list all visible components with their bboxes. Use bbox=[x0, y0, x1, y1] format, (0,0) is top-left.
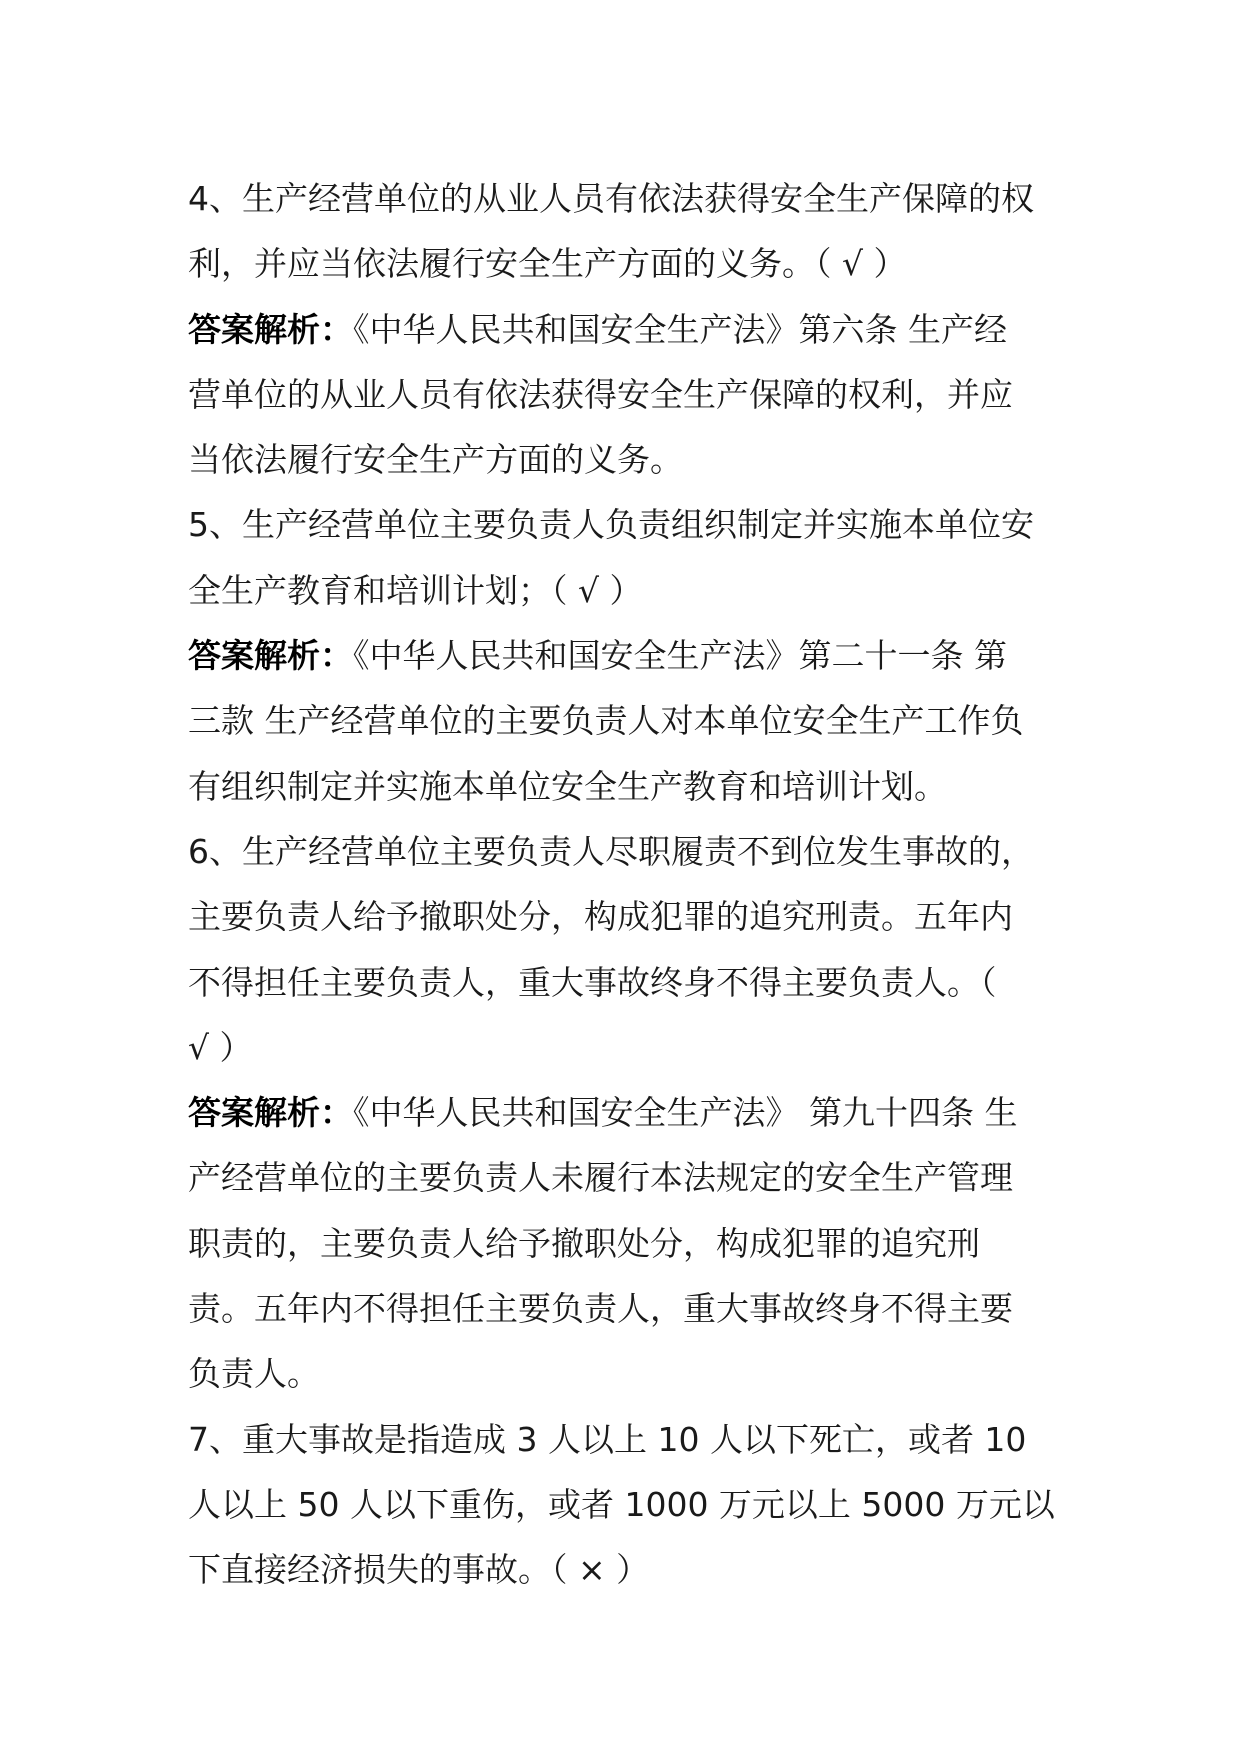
analysis-5-text-1: 《中华人民共和国安全生产法》第二十一条 第 bbox=[353, 636, 1007, 676]
analysis-4-line-1 bbox=[188, 297, 1058, 362]
analysis-6-line-4: 责。五年内不得担任主要负责人，重大事故终身不得主要 bbox=[188, 1289, 1013, 1329]
question-7 bbox=[188, 1407, 1058, 1603]
analysis-6-line-2: 产经营单位的主要负责人未履行本法规定的安全生产管理 bbox=[188, 1158, 1013, 1198]
answer-label: 答案解析： bbox=[188, 309, 353, 349]
question-6-line-3: 不得担任主要负责人，重大事故终身不得主要负责人。（ bbox=[188, 962, 997, 1002]
question-4-line-2: 利，并应当依法履行安全生产方面的义务。（ √ ） bbox=[188, 244, 907, 284]
analysis-4 bbox=[188, 297, 1058, 493]
analysis-5 bbox=[188, 623, 1058, 819]
analysis-6-line-5: 负责人。 bbox=[188, 1354, 320, 1394]
analysis-4-text-1: 《中华人民共和国安全生产法》第六条 生产经 bbox=[353, 309, 1007, 349]
question-4-line-1: 4、生产经营单位的从业人员有依法获得安全生产保障的权 bbox=[188, 179, 1034, 218]
analysis-6-line-3: 职责的，主要负责人给予撤职处分，构成犯罪的追究刑 bbox=[188, 1223, 980, 1263]
analysis-5-line-1 bbox=[188, 623, 1058, 688]
answer-label: 答案解析： bbox=[188, 1093, 353, 1133]
question-5-line-1: 5、生产经营单位主要负责人负责组织制定并实施本单位安 bbox=[188, 505, 1034, 545]
analysis-5-line-3: 有组织制定并实施本单位安全生产教育和培训计划。 bbox=[188, 766, 947, 806]
question-5-line-2: 全生产教育和培训计划；（ √ ） bbox=[188, 570, 643, 610]
analysis-4-line-3: 当依法履行安全生产方面的义务。 bbox=[188, 440, 683, 480]
question-5 bbox=[188, 492, 1058, 623]
answer-label: 答案解析： bbox=[188, 636, 353, 676]
question-6 bbox=[188, 819, 1058, 1080]
analysis-6-line-1 bbox=[188, 1080, 1058, 1145]
analysis-4-line-2: 营单位的从业人员有依法获得安全生产保障的权利，并应 bbox=[188, 374, 1013, 414]
question-6-line-1: 6、生产经营单位主要负责人尽职履责不到位发生事故的， bbox=[188, 831, 1034, 871]
analysis-6-text-1: 《中华人民共和国安全生产法》 第九十四条 生 bbox=[353, 1093, 1018, 1133]
question-6-line-2: 主要负责人给予撤职处分，构成犯罪的追究刑责。五年内 bbox=[188, 897, 1013, 937]
analysis-6 bbox=[188, 1080, 1058, 1406]
analysis-5-line-2: 三款 生产经营单位的主要负责人对本单位安全生产工作负 bbox=[188, 701, 1024, 741]
question-4 bbox=[188, 166, 1058, 297]
question-7-line-3: 下直接经济损失的事故。（ × ） bbox=[188, 1550, 650, 1590]
question-6-line-4: √ ） bbox=[188, 1027, 253, 1067]
document-content bbox=[188, 166, 1058, 1603]
question-7-line-2: 人以上 50 人以下重伤，或者 1000 万元以上 5000 万元以 bbox=[188, 1484, 1055, 1524]
question-7-line-1: 7、重大事故是指造成 3 人以上 10 人以下死亡，或者 10 bbox=[188, 1419, 1027, 1459]
